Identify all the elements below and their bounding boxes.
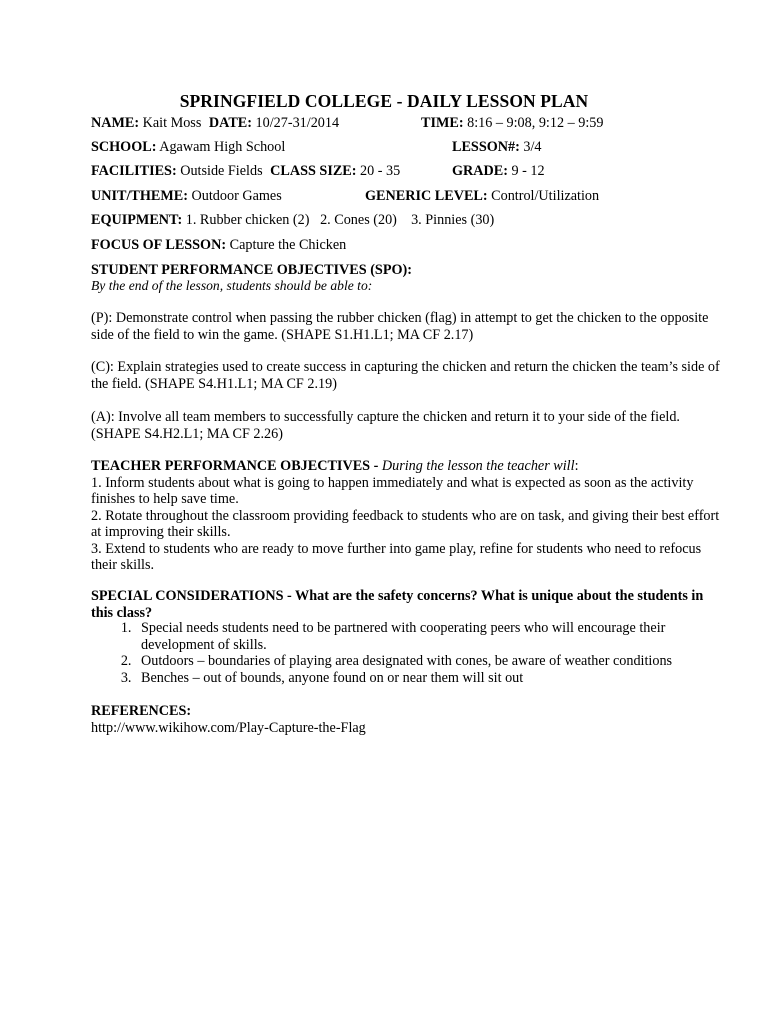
tpo-colon: : — [574, 458, 579, 474]
equipment-label: EQUIPMENT: — [91, 212, 183, 228]
facilities-label: FACILITIES: — [91, 163, 177, 179]
school-label: SCHOOL: — [91, 139, 157, 155]
spo-psychomotor: (P): Demonstrate control when passing the rubber chicken (flag) in attempt to get the chicken to the opposite side of the field to win the game. (SHAPE S1.H1.L1; MA CF 2.17) — [91, 310, 709, 343]
special-heading: SPECIAL CONSIDERATIONS - What are the safety concerns? What is unique about the students in this class? — [91, 588, 704, 621]
equipment-row — [91, 212, 494, 229]
page-title: SPRINGFIELD COLLEGE - DAILY LESSON PLAN — [179, 91, 589, 111]
unit-row — [91, 188, 282, 205]
time-value: 8:16 – 9:08, 9:12 – 9:59 — [467, 115, 604, 131]
special-list — [91, 620, 721, 686]
special-item: 3. Benches – out of bounds, anyone found on or near them will sit out — [135, 670, 721, 687]
grade-label: GRADE: — [452, 163, 508, 179]
school-value: Agawam High School — [159, 139, 286, 155]
unit-label: UNIT/THEME: — [91, 188, 188, 204]
time-row — [421, 115, 603, 132]
tpo-item: 2. Rotate throughout the classroom providing feedback to students who are on task, and giving their best effort at improving their skills. — [91, 507, 720, 540]
lesson-row — [452, 139, 542, 156]
time-label: TIME: — [421, 115, 464, 131]
class-size-label: CLASS SIZE: — [270, 163, 357, 179]
spo-intro: By the end of the lesson, students should be able to: — [91, 278, 373, 293]
facilities-value: Outside Fields — [180, 163, 263, 179]
date-label: DATE: — [208, 115, 252, 131]
special-item: 2. Outdoors – boundaries of playing area designated with cones, be aware of weather conditions — [135, 653, 721, 670]
generic-level-row — [365, 188, 599, 205]
reference-link[interactable]: http://www.wikihow.com/Play-Capture-the-Flag — [91, 720, 366, 736]
tpo-section — [91, 458, 721, 574]
tpo-item: 1. Inform students about what is going to happen immediately and what is expected as soon as the activity finishes to help save time. — [91, 474, 694, 507]
name-value: Kait Moss — [142, 115, 202, 131]
focus-row — [91, 237, 346, 254]
name-label: NAME: — [91, 115, 140, 131]
special-item: 1. Special needs students need to be partnered with cooperating peers who will encourage their development of skills. — [135, 620, 721, 653]
lesson-value: 3/4 — [523, 139, 542, 155]
tpo-intro: During the lesson the teacher will — [381, 458, 575, 474]
spo-affective: (A): Involve all team members to successfully capture the chicken and return it to your side of the field. (SHAPE S4.H2.L1; MA CF 2.26) — [91, 409, 680, 442]
facilities-row — [91, 163, 400, 180]
references-heading: REFERENCES: — [91, 703, 192, 719]
generic-level-value: Control/Utilization — [491, 188, 600, 204]
spo-cognitive: (C): Explain strategies used to create success in capturing the chicken and return the chicken the team’s side of the field. (SHAPE S4.H1.L1; MA CF 2.19) — [91, 359, 720, 392]
equipment-value: 1. Rubber chicken (2) 2. Cones (20) 3. Pinnies (30) — [185, 212, 495, 228]
class-size-value: 20 - 35 — [360, 163, 401, 179]
school-row — [91, 139, 285, 156]
spo-heading: STUDENT PERFORMANCE OBJECTIVES (SPO): — [91, 262, 412, 278]
lesson-label: LESSON#: — [452, 139, 520, 155]
tpo-heading-line — [91, 458, 721, 475]
grade-row — [452, 163, 545, 180]
focus-value: Capture the Chicken — [229, 237, 347, 253]
tpo-item: 3. Extend to students who are ready to move further into game play, refine for students who need to refocus their skills. — [91, 540, 702, 573]
unit-value: Outdoor Games — [191, 188, 282, 204]
focus-label: FOCUS OF LESSON: — [91, 237, 227, 253]
grade-value: 9 - 12 — [511, 163, 545, 179]
name-row — [91, 115, 339, 132]
generic-level-label: GENERIC LEVEL: — [365, 188, 488, 204]
tpo-heading: TEACHER PERFORMANCE OBJECTIVES - — [91, 458, 379, 474]
date-value: 10/27-31/2014 — [255, 115, 340, 131]
